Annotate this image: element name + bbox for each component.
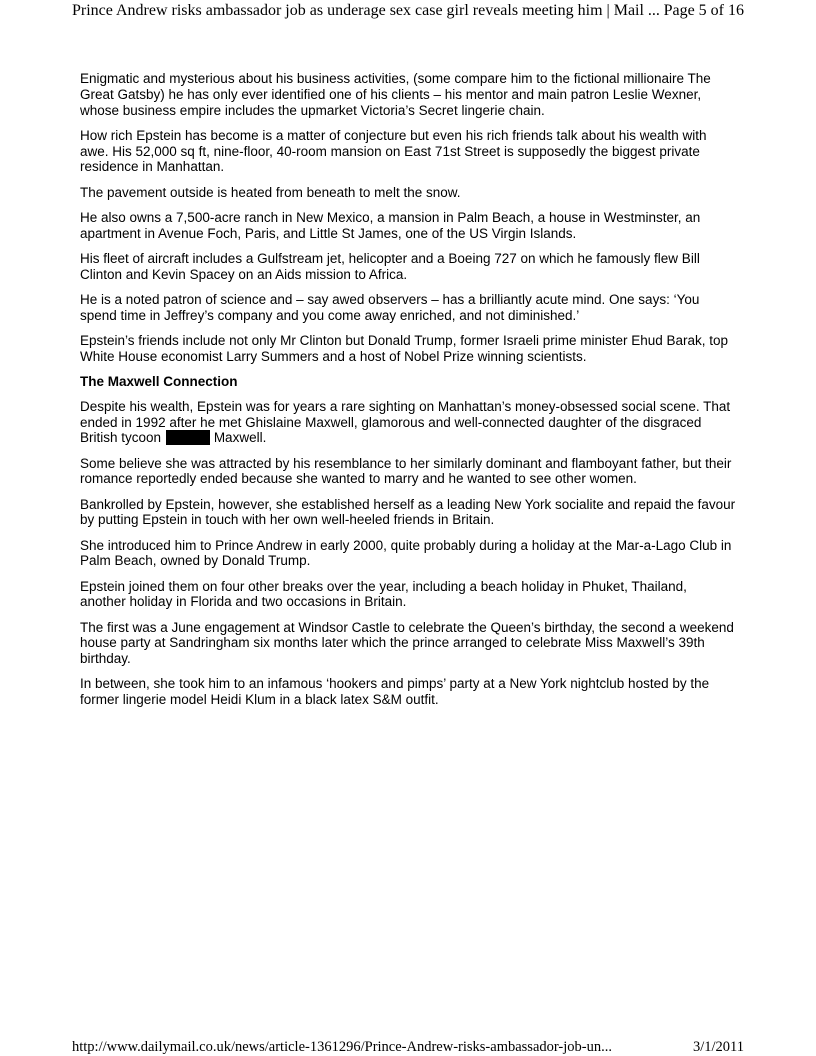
paragraph: He also owns a 7,500-acre ranch in New Mexico, a mansion in Palm Beach, a house in Westminster, an apartment in Avenue Foch, Paris, and Little St James, one of the US Virgin Islands. [80, 209, 701, 241]
article-body [80, 71, 736, 717]
page-title: Prince Andrew risks ambassador job as underage sex case girl reveals meeting him | Mail ... [72, 2, 660, 19]
page-url: http://www.dailymail.co.uk/news/article-1361296/Prince-Andrew-risks-ambassador-job-un... [72, 1039, 612, 1055]
paragraph: The first was a June engagement at Windsor Castle to celebrate the Queen’s birthday, the second a weekend house party at Sandringham six months later which the prince arranged to celebrate Miss Maxwell’s 39th birthday. [80, 619, 734, 667]
paragraph: Some believe she was attracted by his resemblance to her similarly dominant and flamboyant father, but their romance reportedly ended because she wanted to marry and he wanted to see other women. [80, 455, 732, 487]
paragraph: Epstein’s friends include not only Mr Clinton but Donald Trump, former Israeli prime minister Ehud Barak, top White House economist Larry Summers and a host of Nobel Prize winning scientists. [80, 332, 729, 364]
print-header [72, 2, 744, 20]
paragraph: How rich Epstein has become is a matter of conjecture but even his rich friends talk about his wealth with awe. His 52,000 sq ft, nine-floor, 40-room mansion on East 71st Street is supposedly the biggest private residence in Manhattan. [80, 127, 707, 175]
paragraph-text-before: Despite his wealth, Epstein was for years a rare sighting on Manhattan’s money-obsessed social scene. That ended in 1992 after he met Ghislaine Maxwell, glamorous and well-connected daughter of the disgraced British tycoon [80, 398, 731, 446]
paragraph: Epstein joined them on four other breaks over the year, including a beach holiday in Phuket, Thailand, another holiday in Florida and two occasions in Britain. [80, 578, 687, 610]
redaction-box [166, 430, 210, 445]
print-date: 3/1/2011 [692, 1039, 744, 1055]
paragraph: She introduced him to Prince Andrew in early 2000, quite probably during a holiday at the Mar-a-Lago Club in Palm Beach, owned by Donald Trump. [80, 537, 732, 569]
paragraph: Enigmatic and mysterious about his business activities, (some compare him to the fictional millionaire The Great Gatsby) he has only ever identified one of his clients – his mentor and main patron Leslie Wexner, whose business empire includes the upmarket Victoria’s Secret lingerie chain. [80, 71, 711, 118]
paragraph: The pavement outside is heated from beneath to melt the snow. [80, 184, 461, 200]
paragraph-text-after: Maxwell. [213, 430, 267, 446]
paragraph: Bankrolled by Epstein, however, she established herself as a leading New York socialite and repaid the favour by putting Epstein in touch with her own well-heeled friends in Britain. [80, 496, 736, 528]
print-footer [72, 1039, 744, 1055]
section-subheading: The Maxwell Connection [80, 373, 238, 389]
paragraph: He is a noted patron of science and – say awed observers – has a brilliantly acute mind. One says: ‘You spend time in Jeffrey’s company and you come away enriched, and not diminished.’ [80, 291, 700, 323]
paragraph: His fleet of aircraft includes a Gulfstream jet, helicopter and a Boeing 727 on which he famously flew Bill Clinton and Kevin Spacey on an Aids mission to Africa. [80, 250, 700, 282]
paragraph-with-redaction [80, 399, 736, 446]
paragraph: In between, she took him to an infamous ‘hookers and pimps’ party at a New York nightclub hosted by the former lingerie model Heidi Klum in a black latex S&M outfit. [80, 676, 710, 708]
page-indicator: Page 5 of 16 [663, 2, 744, 19]
